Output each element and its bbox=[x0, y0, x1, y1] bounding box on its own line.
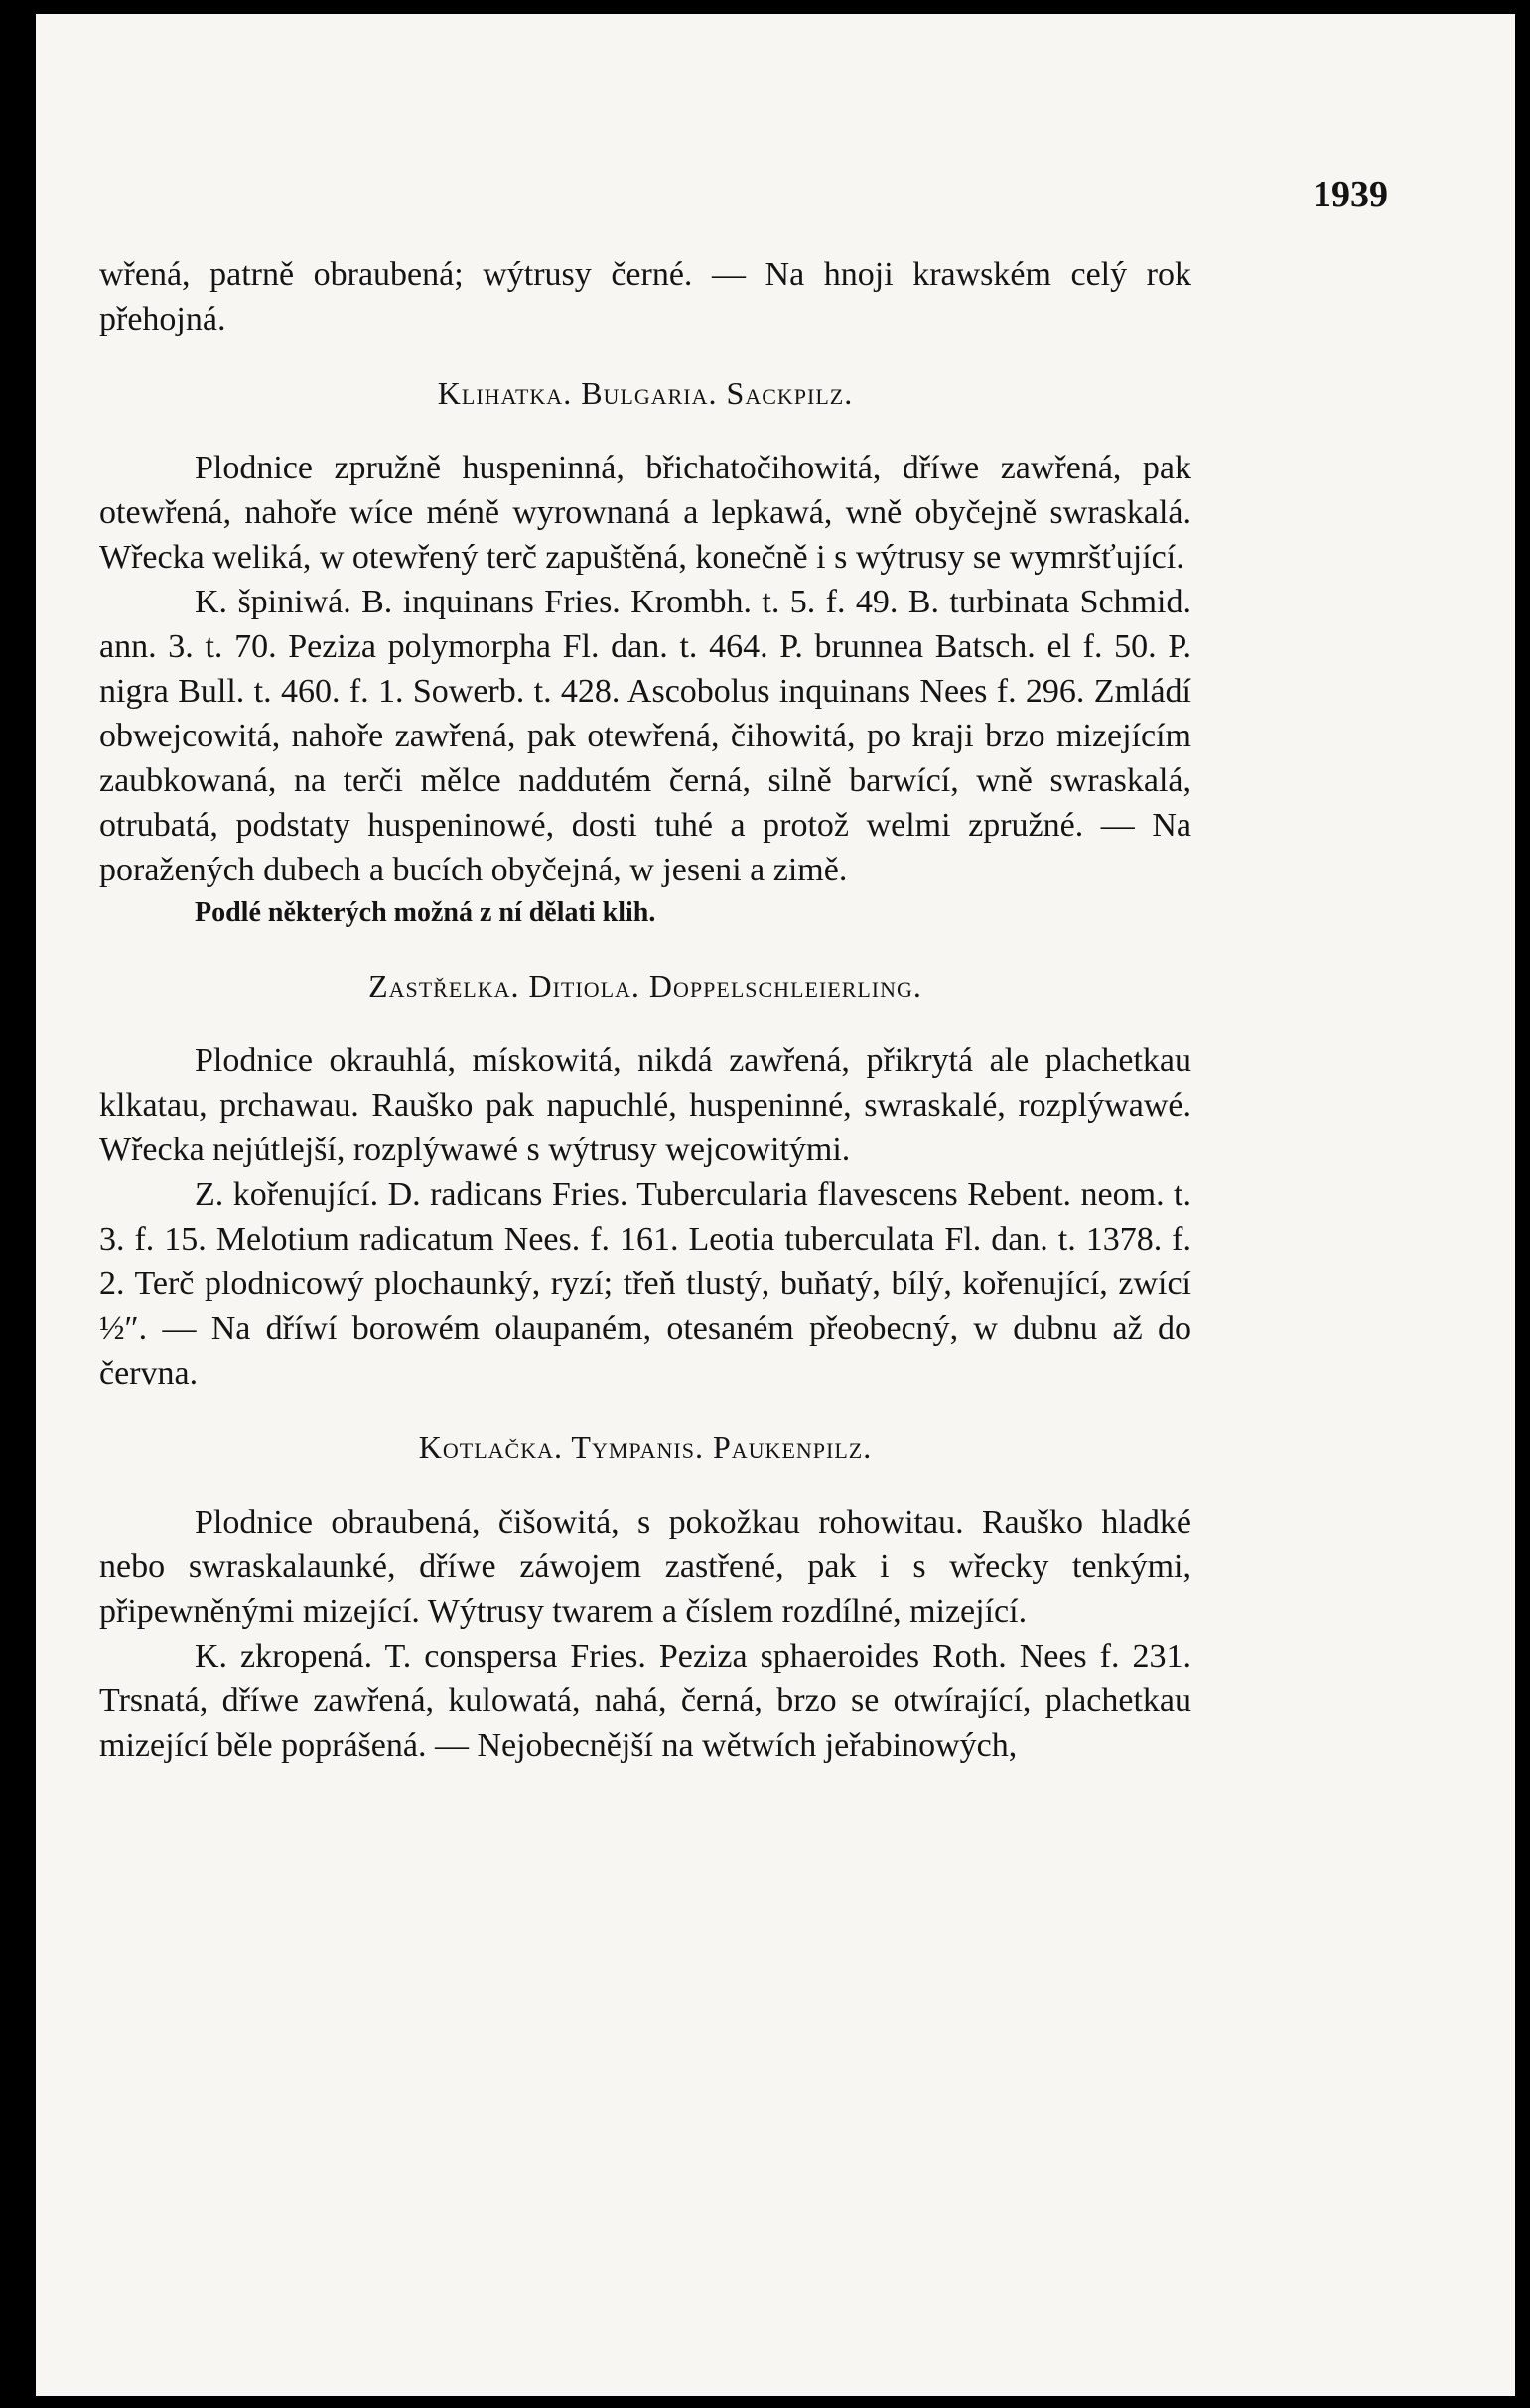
intro-paragraph: wřená, patrně obraubená; wýtrusy černé. — Na hnoji krawském celý rok přehojná. bbox=[99, 256, 1191, 337]
page-text bbox=[99, 252, 1191, 1768]
genus-description: Plodnice okrauhlá, mískowitá, nikdá zawřená, přikrytá ale plachetkau klkatau, prchawau. Rauško pak napuchlé, huspeninné, swraskalé, rozplýwawé. Wřecka nejútlejší, rozplýwawé s wýtrusy wejcowitými. bbox=[99, 1042, 1191, 1168]
genus-description: Plodnice zpružně huspeninná, břichatočihowitá, dříwe zawřená, pak otewřená, nahoře wíce méně wyrownaná a lepkawá, wně obyčejně swraskalá. Wřecka weliká, w otewřený terč zapuštěná, konečně i s wýtrusy se wymršťující. bbox=[99, 450, 1191, 576]
section-heading: Klihatka. Bulgaria. Sackpilz. bbox=[437, 375, 854, 411]
section-heading: Zastřelka. Ditiola. Doppelschleierling. bbox=[368, 968, 922, 1003]
book-page bbox=[36, 14, 1515, 2396]
section-heading: Kotlačka. Tympanis. Paukenpilz. bbox=[418, 1429, 873, 1465]
section-tympanis bbox=[99, 1425, 1191, 1768]
section-ditiola bbox=[99, 964, 1191, 1396]
section-note: Podlé některých možná z ní dělati klih. bbox=[195, 897, 656, 928]
page-number: 1939 bbox=[1313, 174, 1388, 215]
species-description: K. zkropená. T. conspersa Fries. Peziza sphaeroides Roth. Nees f. 231. Trsnatá, dříwe zawřená, kulowatá, nahá, černá, brzo se otwírající, plachetkau mizející běle poprášená. — Nejobecnější na wětwích jeřabinowých, bbox=[99, 1638, 1191, 1764]
species-description: Z. kořenující. D. radicans Fries. Tubercularia flavescens Rebent. neom. t. 3. f. 15. Melotium radicatum Nees. f. 161. Leotia tuberculata Fl. dan. t. 1378. f. 2. Terč plodnicowý plochaunký, ryzí; třeň tlustý, buňatý, bílý, kořenující, zwící ½″. — Na dříwí borowém olaupaném, otesaném přeobecný, w dubnu až do června. bbox=[99, 1176, 1191, 1392]
section-bulgaria bbox=[99, 371, 1191, 934]
species-description: K. špiniwá. B. inquinans Fries. Krombh. t. 5. f. 49. B. turbinata Schmid. ann. 3. t. 70. Peziza polymorpha Fl. dan. t. 464. P. brunnea Batsch. el f. 50. P. nigra Bull. t. 460. f. 1. Sowerb. t. 428. Ascobolus inquinans Nees f. 296. Zmládí obwejcowitá, nahoře zawřená, pak otewřená, čihowitá, po kraji brzo mizejícím zaubkowaná, na terči mělce naddutém černá, silně barwící, wně swraskalá, otrubatá, podstaty huspeninowé, dosti tuhé a protož welmi zpružné. — Na poražených dubech a bucích obyčejná, w jeseni a zimě. bbox=[99, 584, 1191, 888]
genus-description: Plodnice obraubená, čišowitá, s pokožkau rohowitau. Rauško hladké nebo swraskalaunké, dříwe záwojem zastřené, pak i s wřecky tenkými, připewněnými mizející. Wýtrusy twarem a číslem rozdílné, mizející. bbox=[99, 1504, 1191, 1630]
